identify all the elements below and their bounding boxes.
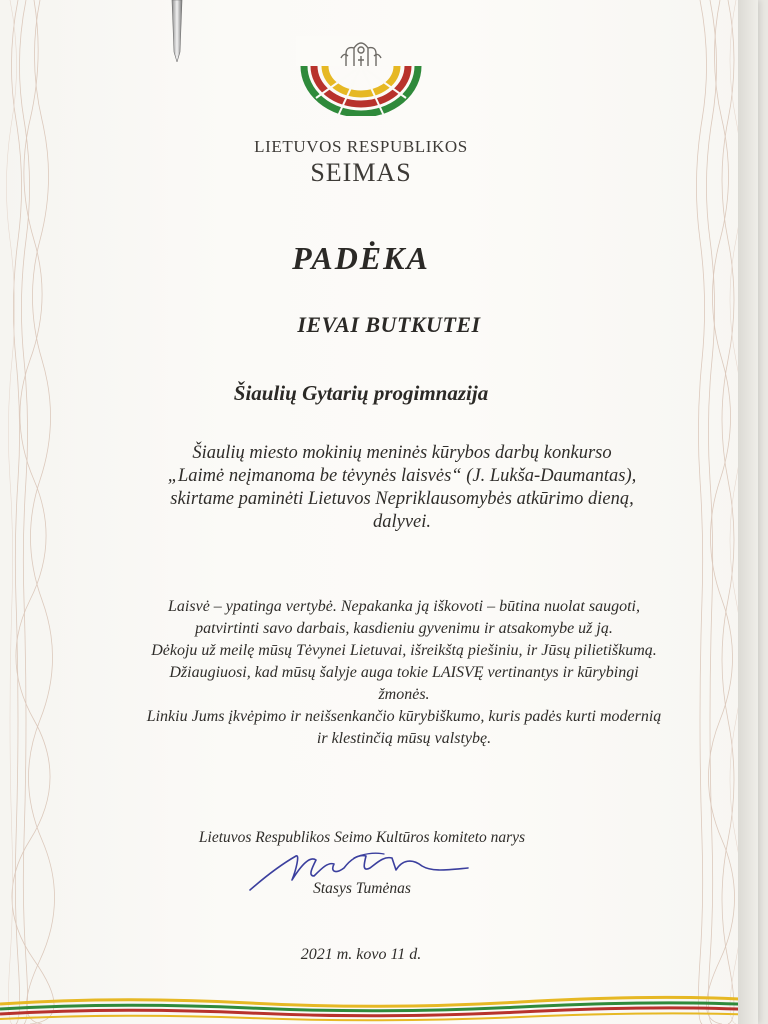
body-line: Linkiu Jums įkvėpimo ir neišsenkančio kūrybiškumo, kuris padės kurti modernią xyxy=(146,708,662,725)
document-title: PADĖKA xyxy=(292,240,430,276)
description-line: dalyvei. xyxy=(372,512,432,532)
seimas-emblem-icon xyxy=(296,36,426,116)
body-message xyxy=(40,596,758,750)
page-edge-shadow xyxy=(738,0,758,1024)
signatory-title: Lietuvos Respublikos Seimo Kultūros komiteto narys xyxy=(198,829,526,846)
award-description xyxy=(60,442,744,534)
description-line: „Laimė neįmanoma be tėvynės laisvės“ (J. Lukša-Daumantas), xyxy=(167,466,637,486)
pen-icon xyxy=(170,0,184,62)
body-line: Dėkoju už meilę mūsų Tėvynei Lietuvai, išreikštą piešiniu, ir Jūsų pilietiškumą. xyxy=(151,642,657,659)
organization-line-2: SEIMAS xyxy=(310,158,412,187)
body-line: žmonės. xyxy=(378,686,430,703)
document-date: 2021 m. kovo 11 d. xyxy=(300,946,422,963)
signatory-name: Stasys Tumėnas xyxy=(313,880,411,897)
body-line: Laisvė – ypatinga vertybė. Nepakanka ją iškovoti – būtina nuolat saugoti, xyxy=(168,598,640,615)
recipient-name: IEVAI BUTKUTEI xyxy=(297,312,481,337)
description-line: skirtame paminėti Lietuvos Nepriklausomybės atkūrimo dieną, xyxy=(170,489,634,509)
school-name: Šiaulių Gytarių progimnazija xyxy=(233,381,489,405)
description-line: Šiaulių miesto mokinių meninės kūrybos darbų konkurso xyxy=(192,443,612,463)
body-line: Džiaugiuosi, kad mūsų šalyje auga tokie LAISVĘ vertinantys ir kūrybingi xyxy=(169,664,639,681)
body-line: patvirtinti savo darbais, kasdieniu gyvenimu ir atsakomybe už ją. xyxy=(195,620,613,637)
body-line: ir klestinčią mūsų valstybę. xyxy=(316,730,492,747)
organization-line-1: LIETUVOS RESPUBLIKOS xyxy=(254,137,468,156)
flag-wave-band xyxy=(0,994,758,1024)
